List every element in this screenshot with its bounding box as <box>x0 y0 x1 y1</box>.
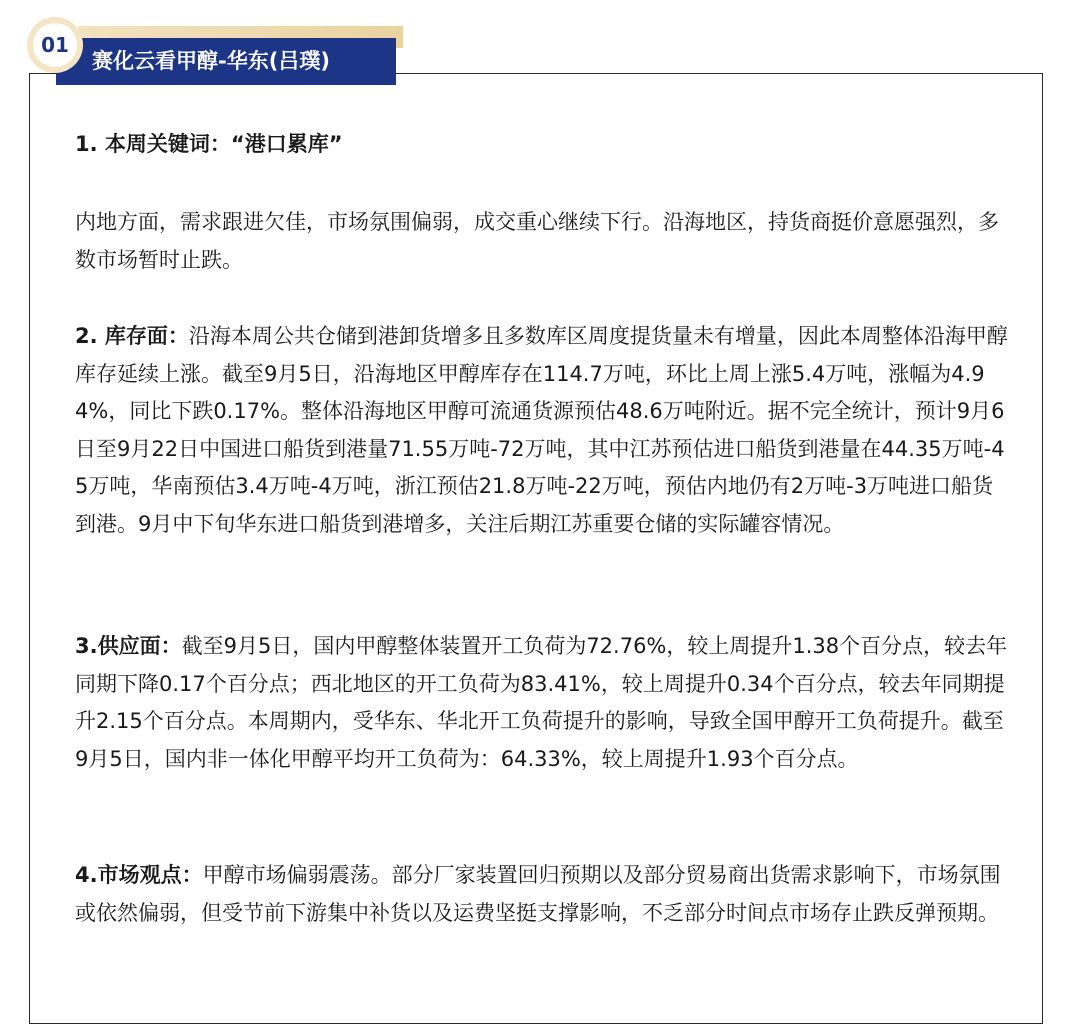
market-label: 4.市场观点： <box>75 863 203 887</box>
supply-label: 3.供应面： <box>75 634 182 658</box>
inventory-body: 沿海本周公共仓储到港卸货增多且多数库区周度提货量未有增量，因此本周整体沿海甲醇库存延续上涨。截至9月5日，沿海地区甲醇库存在114.7万吨，环比上周上涨5.4万吨，涨幅为4.94%，同比下跌0.17%。整体沿海地区甲醇可流通货源预估48.6万吨附近。据不完全统计，预计9月6日至9月22日中国进口船货到港量71.55万吨-72万吨，其中江苏预估进口船货到港量在44.35万吨-45万吨，华南预估3.4万吨-4万吨，浙江预估21.8万吨-22万吨，预估内地仍有2万吨-3万吨进口船货到港。9月中下旬华东进口船货到港增多，关注后期江苏重要仓储的实际罐容情况。 <box>75 324 1008 536</box>
market-section <box>75 857 1010 932</box>
inventory-section <box>75 318 1010 544</box>
keyword-body: 内地方面，需求跟进欠佳，市场氛围偏弱，成交重心继续下行。沿海地区，持货商挺价意愿强烈，多数市场暂时止跌。 <box>75 210 999 272</box>
market-body: 甲醇市场偏弱震荡。部分厂家装置回归预期以及部分贸易商出货需求影响下，市场氛围或依然偏弱，但受节前下游集中补货以及运费坚挺支撑影响，不乏部分时间点市场存止跌反弹预期。 <box>75 863 1001 925</box>
keyword-heading: 1. 本周关键词：“港口累库” <box>75 132 343 156</box>
supply-section <box>75 628 1010 778</box>
inventory-label: 2. 库存面： <box>75 324 189 348</box>
supply-body: 截至9月5日，国内甲醇整体装置开工负荷为72.76%，较上周提升1.38个百分点，较去年同期下降0.17个百分点；西北地区的开工负荷为83.41%，较上周提升0.34个百分点，较去年同期提升2.15个百分点。本周期内，受华东、华北开工负荷提升的影响，导致全国甲醇开工负荷提升。截至9月5日，国内非一体化甲醇平均开工负荷为：64.33%，较上周提升1.93个百分点。 <box>75 634 1008 771</box>
page-title: 赛化云看甲醇-华东(吕璞) <box>92 49 330 73</box>
section-badge-number: 01 <box>33 23 77 67</box>
